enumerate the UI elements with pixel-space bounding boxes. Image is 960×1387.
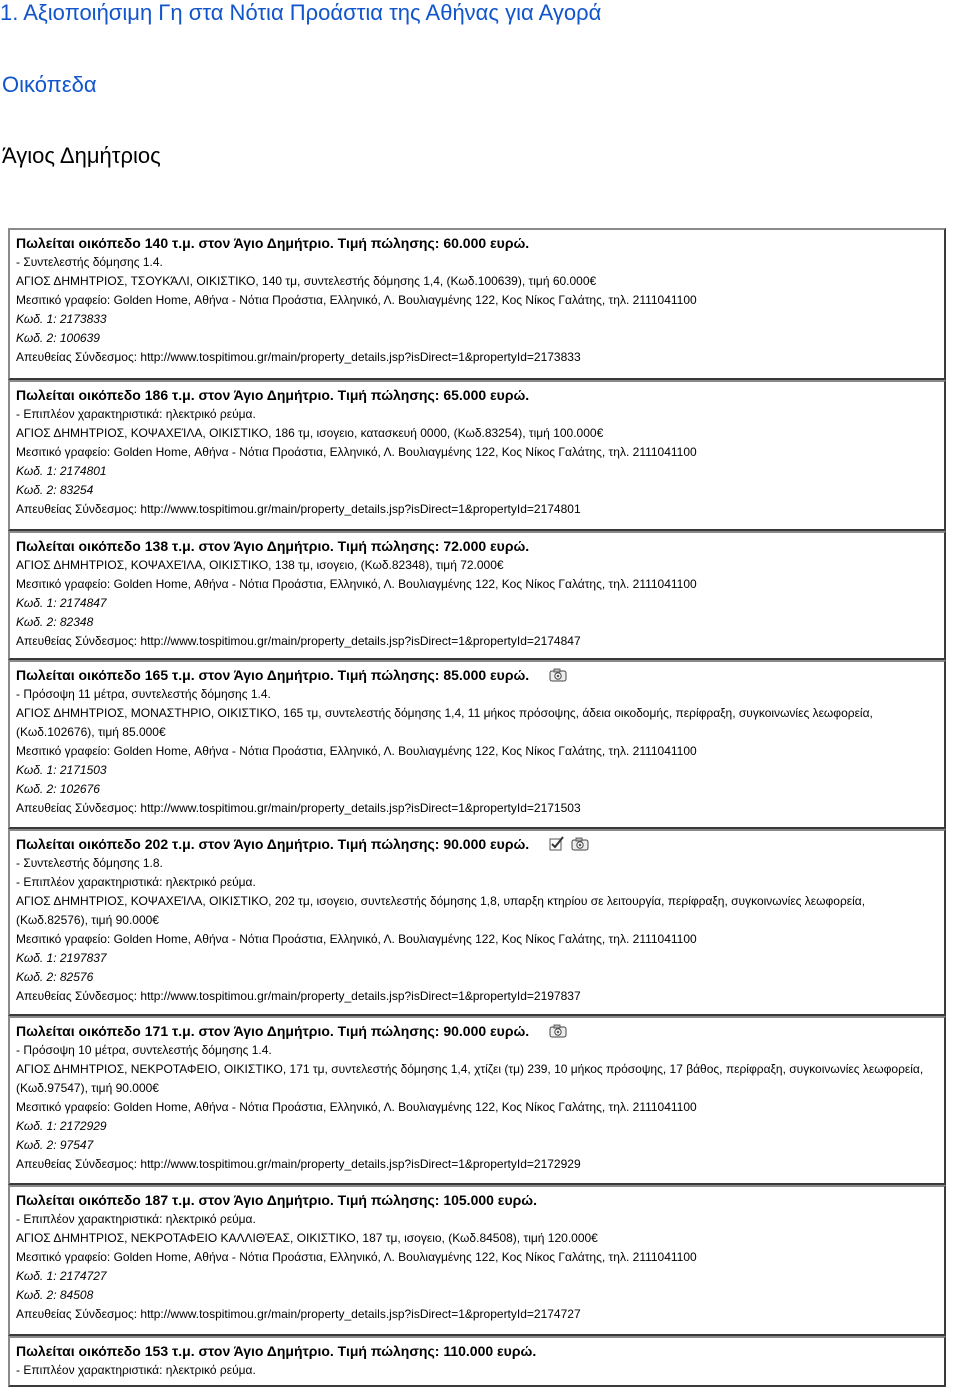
- checkbox-icon[interactable]: [549, 835, 565, 856]
- listing-card: [8, 531, 946, 660]
- listing-card: [8, 1185, 946, 1336]
- listing-code-1: Κωδ. 1: 2171503: [16, 763, 107, 777]
- listing-office: Μεσιτικό γραφείο: Golden Home, Αθήνα - Νότια Προάστια, Ελληνικό, Λ. Βουλιαγμένης 122, Κος Νίκος Γαλάτης, τηλ. 2111041100: [16, 293, 697, 307]
- subsection-heading: Άγιος Δημήτριος: [2, 143, 161, 168]
- listing-office: Μεσιτικό γραφείο: Golden Home, Αθήνα - Νότια Προάστια, Ελληνικό, Λ. Βουλιαγμένης 122, Κος Νίκος Γαλάτης, τηλ. 2111041100: [16, 445, 697, 459]
- listing-description: ΑΓΙΟΣ ΔΗΜΗΤΡΙΟΣ, ΚΟΨΑΧΕΊΛΑ, ΟΙΚΙΣΤΙΚΟ, 138 τμ, ισογειο, (Κωδ.82348), τιμή 72.000€: [16, 558, 504, 572]
- listing-code-1: Κωδ. 1: 2174801: [16, 464, 107, 478]
- listing-description: ΑΓΙΟΣ ΔΗΜΗΤΡΙΟΣ, ΝΕΚΡΟΤΑΦΕΙΟ ΚΑΛΛΙΘΈΑΣ, ΟΙΚΙΣΤΙΚΟ, 187 τμ, ισογειο, (Κωδ.84508), τιμή 120.000€: [16, 1231, 598, 1245]
- listing-card: [8, 380, 946, 531]
- listing-card: [8, 1336, 946, 1387]
- listing-title: [16, 536, 944, 556]
- listing-code-1: Κωδ. 1: 2172929: [16, 1119, 107, 1133]
- listing-feature: - Επιπλέον χαρακτηριστικά: ηλεκτρικό ρεύμα.: [16, 1212, 256, 1226]
- listing-office: Μεσιτικό γραφείο: Golden Home, Αθήνα - Νότια Προάστια, Ελληνικό, Λ. Βουλιαγμένης 122, Κος Νίκος Γαλάτης, τηλ. 2111041100: [16, 1250, 697, 1264]
- listing-direct-link[interactable]: Απευθείας Σύνδεσμος: http://www.tospitimou.gr/main/property_details.jsp?isDirect=1&propertyId=2172929: [16, 1157, 581, 1171]
- listing-title-text: Πωλείται οικόπεδο 187 τ.μ. στον Άγιο Δημήτριο. Τιμή πώλησης: 105.000 ευρώ.: [16, 1192, 537, 1208]
- listing-office: Μεσιτικό γραφείο: Golden Home, Αθήνα - Νότια Προάστια, Ελληνικό, Λ. Βουλιαγμένης 122, Κος Νίκος Γαλάτης, τηλ. 2111041100: [16, 744, 697, 758]
- listing-title-text: Πωλείται οικόπεδο 153 τ.μ. στον Άγιο Δημήτριο. Τιμή πώλησης: 110.000 ευρώ.: [16, 1343, 537, 1359]
- listing-direct-link[interactable]: Απευθείας Σύνδεσμος: http://www.tospitimou.gr/main/property_details.jsp?isDirect=1&propertyId=2174801: [16, 502, 581, 516]
- camera-icon[interactable]: [549, 1023, 567, 1043]
- listing-title: [16, 1190, 944, 1210]
- listing-office: Μεσιτικό γραφείο: Golden Home, Αθήνα - Νότια Προάστια, Ελληνικό, Λ. Βουλιαγμένης 122, Κος Νίκος Γαλάτης, τηλ. 2111041100: [16, 577, 697, 591]
- listing-feature: - Συντελεστής δόμησης 1.4.: [16, 255, 163, 269]
- listing-description: ΑΓΙΟΣ ΔΗΜΗΤΡΙΟΣ, ΜΟΝΑΣΤΗΡΙΟ, ΟΙΚΙΣΤΙΚΟ, 165 τμ, συντελεστής δόμησης 1,4, 11 μήκος πρόσοψης, άδεια οικοδομής, περίφραξη, συγκοινωνίες λεωφορεία, (Κωδ.102676), τιμή 85.000€: [16, 706, 873, 739]
- listing-direct-link[interactable]: Απευθείας Σύνδεσμος: http://www.tospitimou.gr/main/property_details.jsp?isDirect=1&propertyId=2174847: [16, 634, 581, 648]
- listing-code-2: Κωδ. 2: 97547: [16, 1138, 94, 1152]
- listing-title-text: Πωλείται οικόπεδο 186 τ.μ. στον Άγιο Δημήτριο. Τιμή πώλησης: 65.000 ευρώ.: [16, 387, 530, 403]
- listing-office: Μεσιτικό γραφείο: Golden Home, Αθήνα - Νότια Προάστια, Ελληνικό, Λ. Βουλιαγμένης 122, Κος Νίκος Γαλάτης, τηλ. 2111041100: [16, 1100, 697, 1114]
- listing-title: [16, 1341, 944, 1361]
- listing-title-text: Πωλείται οικόπεδο 140 τ.μ. στον Άγιο Δημήτριο. Τιμή πώλησης: 60.000 ευρώ.: [16, 235, 530, 251]
- listing-code-2: Κωδ. 2: 82576: [16, 970, 94, 984]
- listing-title: [16, 665, 944, 685]
- listing-feature: - Επιπλέον χαρακτηριστικά: ηλεκτρικό ρεύμα.: [16, 875, 256, 889]
- listing-direct-link[interactable]: Απευθείας Σύνδεσμος: http://www.tospitimou.gr/main/property_details.jsp?isDirect=1&propertyId=2197837: [16, 989, 581, 1003]
- listing-code-2: Κωδ. 2: 83254: [16, 483, 94, 497]
- listing-description: ΑΓΙΟΣ ΔΗΜΗΤΡΙΟΣ, ΚΟΨΑΧΕΊΛΑ, ΟΙΚΙΣΤΙΚΟ, 202 τμ, ισογειο, συντελεστής δόμησης 1,8, υπαρξη κτηρίου σε λειτουργία, περίφραξη, συγκοινωνίες λεωφορεία, (Κωδ.82576), τιμή 90.000€: [16, 894, 866, 927]
- listing-direct-link[interactable]: Απευθείας Σύνδεσμος: http://www.tospitimou.gr/main/property_details.jsp?isDirect=1&propertyId=2174727: [16, 1307, 581, 1321]
- listing-title: [16, 385, 944, 405]
- listing-feature: - Πρόσοψη 11 μέτρα, συντελεστής δόμησης 1.4.: [16, 687, 271, 701]
- section-heading: Οικόπεδα: [2, 72, 97, 97]
- listing-feature: - Συντελεστής δόμησης 1.8.: [16, 856, 163, 870]
- camera-icon[interactable]: [549, 667, 567, 687]
- listing-feature: - Επιπλέον χαρακτηριστικά: ηλεκτρικό ρεύμα.: [16, 407, 256, 421]
- listing-title: [16, 233, 944, 253]
- listing-code-1: Κωδ. 1: 2197837: [16, 951, 107, 965]
- listing-title: [16, 1021, 944, 1041]
- listing-code-1: Κωδ. 1: 2174727: [16, 1269, 107, 1283]
- listing-feature: - Πρόσοψη 10 μέτρα, συντελεστής δόμησης 1.4.: [16, 1043, 272, 1057]
- listing-title-text: Πωλείται οικόπεδο 171 τ.μ. στον Άγιο Δημήτριο. Τιμή πώλησης: 90.000 ευρώ.: [16, 1023, 530, 1039]
- listing-title: [16, 834, 944, 854]
- listing-direct-link[interactable]: Απευθείας Σύνδεσμος: http://www.tospitimou.gr/main/property_details.jsp?isDirect=1&propertyId=2173833: [16, 350, 581, 364]
- listing-direct-link[interactable]: Απευθείας Σύνδεσμος: http://www.tospitimou.gr/main/property_details.jsp?isDirect=1&propertyId=2171503: [16, 801, 581, 815]
- listing-description: ΑΓΙΟΣ ΔΗΜΗΤΡΙΟΣ, ΝΕΚΡΟΤΑΦΕΙΟ, ΟΙΚΙΣΤΙΚΟ, 171 τμ, συντελεστής δόμησης 1,4, χτίζει (τμ) 239, 10 μήκος πρόσοψης, 17 βάθος, περίφραξη, συγκοινωνίες λεωφορεία, (Κωδ.97547), τιμή 90.000€: [16, 1062, 924, 1095]
- listing-description: ΑΓΙΟΣ ΔΗΜΗΤΡΙΟΣ, ΚΟΨΑΧΕΊΛΑ, ΟΙΚΙΣΤΙΚΟ, 186 τμ, ισογειο, κατασκευή 0000, (Κωδ.83254), τιμή 100.000€: [16, 426, 604, 440]
- listing-card: [8, 829, 946, 1016]
- listing-code-1: Κωδ. 1: 2173833: [16, 312, 107, 326]
- listing-description: ΑΓΙΟΣ ΔΗΜΗΤΡΙΟΣ, ΤΣΟΥΚΆΛΙ, ΟΙΚΙΣΤΙΚΟ, 140 τμ, συντελεστής δόμησης 1,4, (Κωδ.100639), τιμή 60.000€: [16, 274, 597, 288]
- page-title: 1. Αξιοποιήσιμη Γη στα Νότια Προάστια της Αθήνας για Αγορά: [0, 0, 602, 25]
- listing-title-text: Πωλείται οικόπεδο 165 τ.μ. στον Άγιο Δημήτριο. Τιμή πώλησης: 85.000 ευρώ.: [16, 667, 530, 683]
- listing-code-2: Κωδ. 2: 102676: [16, 782, 100, 796]
- listing-title-text: Πωλείται οικόπεδο 202 τ.μ. στον Άγιο Δημήτριο. Τιμή πώλησης: 90.000 ευρώ.: [16, 836, 530, 852]
- listing-code-2: Κωδ. 2: 100639: [16, 331, 100, 345]
- listing-code-2: Κωδ. 2: 84508: [16, 1288, 94, 1302]
- listing-code-2: Κωδ. 2: 82348: [16, 615, 94, 629]
- listing-feature: - Επιπλέον χαρακτηριστικά: ηλεκτρικό ρεύμα.: [16, 1363, 256, 1377]
- listing-card: [8, 660, 946, 829]
- listing-office: Μεσιτικό γραφείο: Golden Home, Αθήνα - Νότια Προάστια, Ελληνικό, Λ. Βουλιαγμένης 122, Κος Νίκος Γαλάτης, τηλ. 2111041100: [16, 932, 697, 946]
- listing-code-1: Κωδ. 1: 2174847: [16, 596, 107, 610]
- camera-icon[interactable]: [571, 836, 589, 856]
- listing-card: [8, 228, 946, 380]
- listing-card: [8, 1016, 946, 1185]
- listing-title-text: Πωλείται οικόπεδο 138 τ.μ. στον Άγιο Δημήτριο. Τιμή πώλησης: 72.000 ευρώ.: [16, 538, 530, 554]
